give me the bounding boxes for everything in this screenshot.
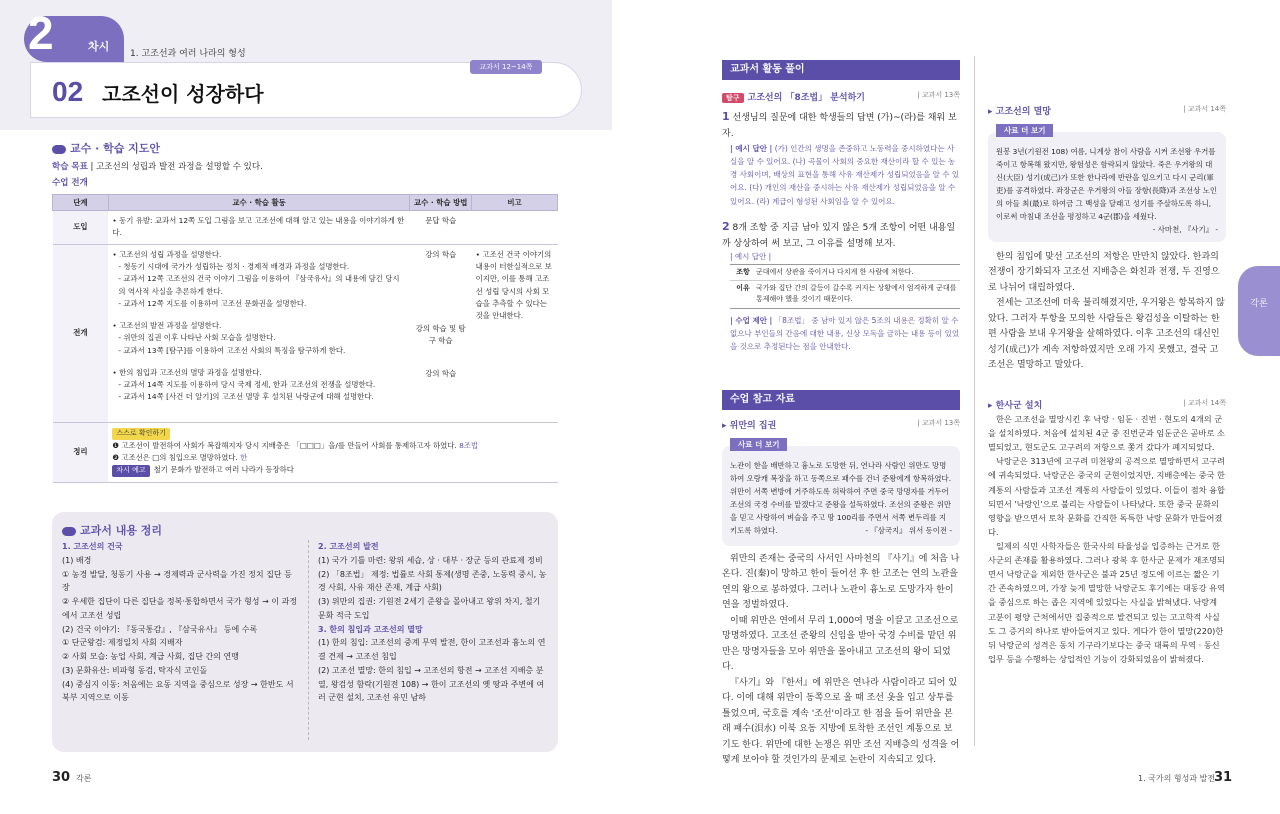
chapter-number: 2 bbox=[28, 7, 54, 59]
commanderies-text: 한은 고조선을 멸망시킨 후 낙랑 · 임둔 · 진번 · 현도의 4개의 군을 설치하였다. 처음에 설치된 4군 중 진번군과 임둔군은 곧바로 소멸되었고, 현도군도 고구려의 저항으로 쫓겨 갔다가 폐지되었다. 낙랑군은 313년에 고구려 미천왕의 공격으로 멸망하면서 고구려에 귀속되었다. 낙랑군은 중국의 군현이었지만, 지배층에는 중국 한 계통의 사람들과 고조선 계통의 사람들이 있었다. 이들이 점차 융합되면서 '낙랑인'으로 불리는 사람들이 나타났다. 또한 중국 문화의 영향을 받으면서 토착 문화를 간직한 독특한 낙랑 문화가 만들어졌다. 일제의 식민 사학자들은 한국사의 타율성을 입증하는 근거로 한사군의 존재를 활용하였다. 그러나 광복 후 한사군 문제가 재조명되면서 낙랑군을 제외한 한사군은 불과 25년 정도에 이르는 짧은 기간 존속하였으며, 가장 늦게 멸망한 낙랑군도 후기에는 대동강 유역을 중심으로 하는 좁은 지역에 있었다는 사실을 밝혀냈다. 낙랑계 고분이 평양 근처에서만 집중적으로 발견되고 있는 고고학적 사실도 그 증거의 하나로 받아들여지고 있다. 게다가 한이 멸망(220)한 뒤 낙랑군의 성격은 동치 기구라기보다는 중국 대륙의 무역 · 동신 업무 등을 수행하는 상업적인 기능이 강화되었음이 밝혀졌다. bbox=[988, 414, 1225, 664]
left-page-number: 30 bbox=[52, 770, 71, 785]
summary-column-2: 2. 고조선의 발전 (1) 국가 기틀 마련: 왕위 세습, 상 · 대부 · 장군 등의 관료제 정비 (2) 「8조법」 제정: 법률로 사회 통제(생명 존중, 노동력 중시, 농경 사회, 사유 재산 존재, 계급 사회) (3) 위만의 집권: 기원전 2세기 준왕을 몰아내고 왕위 차지, 철기 문화 적극 도입 3. 한의 침입과 고조선의 멸망 (1) 한의 침입: 고조선의 중계 무역 발전, 한이 고조선과 흉노의 연결 견제 → 고조선 침입 (2) 고조선 멸망: 한의 침입 → 고조선의 항전 → 고조선 지배층 분열, 왕검성 함락(기원전 108) → 한이 고조선의 옛 땅과 주변에 여러 군현 설치, 고조선 유민 남하 bbox=[318, 542, 547, 703]
lesson-number: 02 bbox=[52, 76, 84, 107]
answer-1: | 예시 답안 | (가) 인간의 생명을 존중하고 노동력을 중시하였다는 사실을 알 수 있어요. (나) 곡물이 사회의 중요한 재산이라 할 수 있는 농경 사회이며, 배상의 표현을 통해 사유 재산제가 성립되었음을 알 수 있어요. (다) 개인의 재산을 중시하는 사유 재산제가 성립되었음을 알 수 있어요. (라) 계급이 형성된 사회임을 알 수 있어요. bbox=[730, 144, 960, 206]
stage-wrapup: 정리 bbox=[53, 423, 109, 483]
table-header: 교수 · 학습 활동 bbox=[108, 195, 409, 211]
textbook-ref-tab: 교과서 12~14쪽 bbox=[470, 60, 542, 74]
question-1: 1 선생님의 질문에 대한 학생들의 답변 (가)~(라)를 채워 보자. bbox=[722, 110, 957, 139]
source-box-1: 노관이 한을 배반하고 흉노로 도망한 뒤, 연나라 사람인 위만도 망명하여 오랑캐 복장을 하고 동쪽으로 패수를 건너 준왕에게 항복하였다. 위만이 서쪽 변방에 거주하도록 허락하여 주면 중국 망명자를 거두어 조선의 국경 수비를 맡겠다고 준왕을 설득하였다. 조선의 준왕은 위만을 믿고 사랑하여 벼슬을 주고 땅 100리를 주면서 서쪽 변두리를 지키도록 하였다. - 『삼국지』 위서 동이전 - bbox=[722, 446, 960, 546]
answer-2-label: | 예시 답안 | bbox=[730, 252, 772, 261]
lesson-title: 고조선이 성장하다 bbox=[102, 82, 264, 106]
activity-heading: 교과서 활동 풀이 bbox=[722, 60, 960, 80]
intro-activity: • 동기 유발: 교과서 12쪽 도입 그림을 보고 고조선에 대해 알고 있는 내용을 이야기하게 한다. bbox=[108, 211, 409, 245]
wrapup-content: 스스로 확인하기 ❶ 고조선이 발전하여 사회가 복잡해지자 당시 지배층은 「□□□」을/를 만들어 사회를 통제하고자 하였다. 8조법 ❷ 고조선은 □의 침입으로 멸망하였다. 한 차시 예고 철기 문화가 발전하고 여러 나라가 등장하다 bbox=[108, 423, 557, 483]
activity-title: 탐구 고조선의 「8조법」 분석하기 | 교과서 13쪽 bbox=[722, 90, 960, 103]
left-footer-label: 각론 bbox=[76, 774, 92, 783]
side-tab[interactable]: 각론 bbox=[1238, 266, 1280, 356]
stage-intro: 도입 bbox=[53, 211, 109, 245]
self-check-tag: 스스로 확인하기 bbox=[112, 428, 170, 440]
lesson-plan-table bbox=[52, 194, 558, 483]
topic-wiman: ▸ 위만의 집권 | 교과서 13쪽 bbox=[722, 419, 960, 431]
column-divider bbox=[974, 56, 975, 746]
summary-heading: 교과서 내용 정리 bbox=[62, 522, 162, 538]
wiman-text: 위만의 존재는 중국의 사서인 사마천의 『사기』에 처음 나온다. 진(秦)이 망하고 한이 들어선 후 한 고조는 연의 노관을 연의 왕으로 봉하였다. 그러나 노관이 흉노로 도망가자 한이 연을 정벌하였다. 이때 위만은 연에서 무리 1,000여 명을 이끌고 고조선으로 망명하였다. 고조선 준왕의 신임을 받아 국경 수비를 맡던 위만은 망명자들을 모아 위만을 몰아내고 고조선의 왕이 되었다. 『사기』와 『한서』에 위만은 연나라 사람이라고 되어 있다. 이에 대해 위만이 동쪽으로 올 때 조선 옷을 입고 상투를 틀었으며, 국호를 계속 '조선'이라고 한 점을 들어 위만을 본래 패수(浿水) 이북 요동 지방에 토착한 조선인 계통으로 보기도 한다. 위만에 대한 논쟁은 위만 조선 지배층의 성격을 어떻게 보아야 할 것인가의 문제로 논란이 지속되고 있다. bbox=[722, 554, 960, 766]
question-2: 2 8개 조항 중 지금 남아 있지 않은 5개 조항이 어떤 내용일까 상상하여 써 보고, 그 이유를 설명해 보자. bbox=[722, 220, 956, 249]
right-page-number: 31 bbox=[1214, 770, 1233, 785]
teaching-tip: | 수업 제안 | 「8조법」 중 남아 있지 않은 5조의 내용은 정확히 알 수 없으나 부인들의 간음에 대한 내용, 신상 모독을 금하는 내용 등이 있었을 것으로 추정된다는 점을 안내한다. bbox=[730, 316, 960, 352]
answer-2-table: 조항 군대에서 상관을 죽이거나 다치게 한 사람에 처한다. 이유 국가와 집단 간의 갈등이 갈수록 커지는 상황에서 엄격하게 군대를 통제해야 했을 것이기 때문이다. bbox=[730, 264, 960, 309]
source-box-2: 원봉 3년(기원전 108) 여름, 니계상 참이 사람을 시켜 조선왕 우거를 죽이고 항복해 왔지만, 왕험성은 함락되지 않았다. 죽은 우거왕의 대신(大臣) 성기(成己)가 또한 한나라에 반란을 일으키고 다시 군리(軍吏)를 공격하였다. 좌장군은 우거왕의 아들 장항(長降)과 조선상 노인의 아들 최(最)로 하여금 그 백성을 달래고 성기를 주살하도록 하니, 이로써 마침내 조선을 평정하고 4군(郡)을 세웠다. - 사마천, 『사기』 - bbox=[988, 132, 1226, 242]
summary-divider bbox=[308, 540, 309, 740]
source-box-1-tag: 사료 더 보기 bbox=[730, 438, 787, 451]
process-label: 수업 전개 bbox=[52, 178, 88, 188]
development-methods: 강의 학습 강의 학습 및 탐구 학습 강의 학습 bbox=[410, 245, 472, 423]
table-header: 교수 · 학습 방법 bbox=[410, 195, 472, 211]
source-box-2-tag: 사료 더 보기 bbox=[996, 124, 1053, 137]
stage-development: 전개 bbox=[53, 245, 109, 423]
learning-goal: 학습 목표 | 고조선의 성립과 발전 과정을 설명할 수 있다. bbox=[52, 162, 263, 172]
reference-heading: 수업 참고 자료 bbox=[722, 390, 960, 410]
summary-column-1: 1. 고조선의 건국 (1) 배경 ① 농경 발달, 청동기 사용 → 경제력과 군사력을 가진 정치 집단 등장 ② 우세한 집단이 다른 집단을 정복·통합하면서 국가 형성 → 이 과정에서 고조선 성립 (2) 건국 이야기: 『동국통감』, 『삼국유사』 등에 수록 ① 단군왕검: 제정일치 사회 지배자 ② 사회 모습: 농업 사회, 계급 사회, 집단 간의 연맹 (3) 문화유산: 비파형 동검, 탁자식 고인돌 (4) 중심지 이동: 처음에는 요동 지역을 중심으로 성장 → 한반도 서북부 지역으로 이동 bbox=[62, 542, 298, 703]
chapter-label: 차시 bbox=[88, 40, 110, 53]
section-bullet-icon bbox=[62, 527, 76, 536]
topic-four-commanderies: ▸ 한사군 설치 | 교과서 14쪽 bbox=[988, 399, 1226, 411]
table-header: 비고 bbox=[472, 195, 558, 211]
right-footer-label: 1. 국가의 형성과 발전 bbox=[1138, 774, 1216, 783]
fall-text: 한의 침입에 맞선 고조선의 저항은 만만치 않았다. 한과의 전쟁이 장기화되자 고조선 지배층은 화친과 전쟁, 두 진영으로 나뉘어 대립하였다. 전세는 고조선에 더욱 불리해졌지만, 우거왕은 항복하지 않았다. 그러자 투항을 모의한 사람들은 왕검성을 이탈하는 한편 사람을 보내 우거왕을 살해하였다. 이후 고조선의 대신인 성기(成己)가 계속 저항하였지만 오래 가지 못했고, 결국 고조선은 멸망하고 말았다. bbox=[988, 252, 1225, 371]
table-header: 단계 bbox=[53, 195, 109, 211]
topic-fall: ▸ 고조선의 멸망 | 교과서 14쪽 bbox=[988, 105, 1226, 117]
preview-tag: 차시 예고 bbox=[112, 465, 149, 477]
development-note: • 고조선 건국 이야기의 내용이 터한실적으로 보이지만, 이를 통해 고조선 성립 당시의 사회 모습을 추측할 수 있다는 것을 안내한다. bbox=[472, 245, 558, 423]
section-title: 1. 고조선과 여러 나라의 형성 bbox=[130, 49, 246, 59]
development-activities: • 고조선의 성립 과정을 설명한다. - 청동기 시대에 국가가 성립하는 정치 · 경제적 배경과 과정을 설명한다. - 교과서 12쪽 고조선의 건국 이야기 그림을 이용하여 『삼국유사』의 내용에 담긴 당시의 역사적 사실을 추론하게 한다. - 교과서 12쪽 지도를 이용하여 고조선 문화권을 설명한다. • 고조선의 발전 과정을 설명한다. - 위만의 집권 이후 나타난 사회 모습을 설명한다. - 교과서 13쪽 [탐구]를 이용하여 고조선 사회의 특징을 탐구하게 한다. • 한의 침입과 고조선의 멸망 과정을 설명한다. - 교과서 14쪽 지도를 이용하여 당시 국제 정세, 한과 고조선의 전쟁을 설명한다. - 교과서 14쪽 [사건 더 알기]의 고조선 멸망 후 설치된 낙랑군에 대해 설명한다. bbox=[108, 245, 409, 423]
intro-method: 문답 학습 bbox=[410, 211, 472, 245]
guide-heading: 교수 · 학습 지도안 bbox=[52, 140, 160, 156]
section-bullet-icon bbox=[52, 145, 66, 154]
